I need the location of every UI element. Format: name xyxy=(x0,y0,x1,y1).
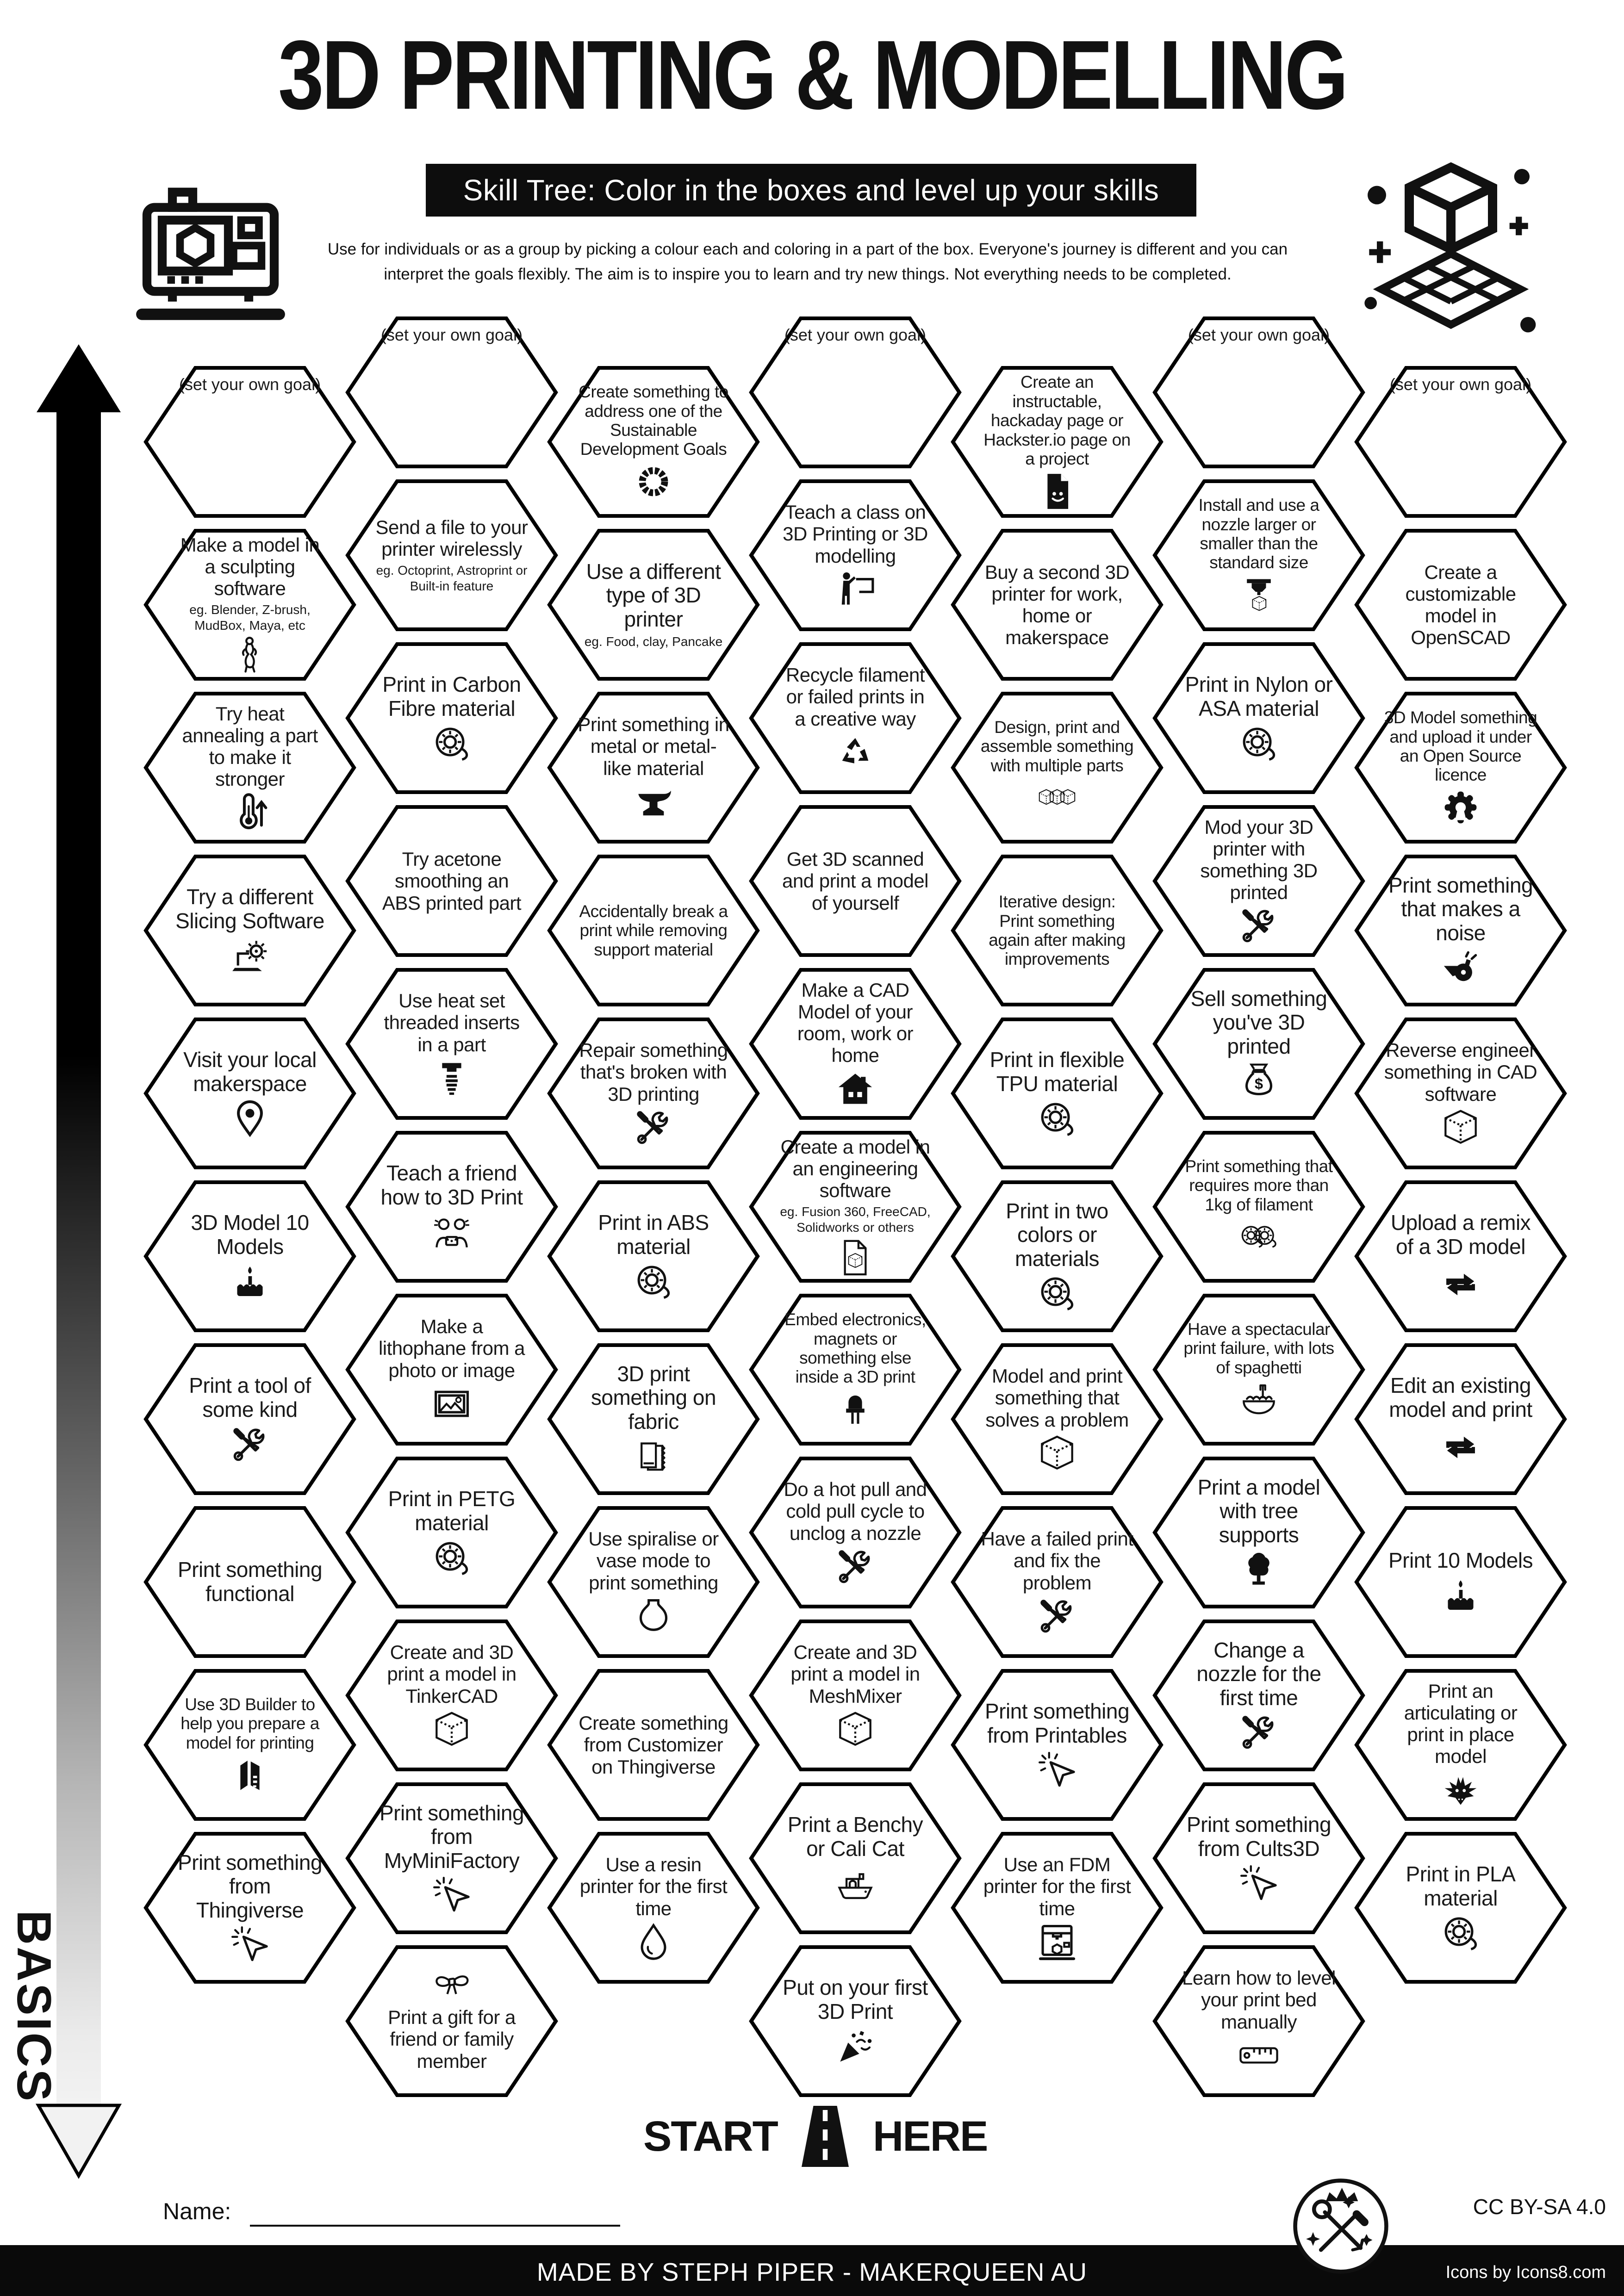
hex-label: Print something from Cults3D xyxy=(1186,1812,1332,1861)
hex-label: Install and use a nozzle larger or smaller than the standard size xyxy=(1198,496,1319,572)
spool-icon xyxy=(432,724,472,763)
remix-icon xyxy=(1441,1262,1481,1302)
builder-icon xyxy=(230,1755,270,1795)
hex-label: Learn how to level your print bed manually xyxy=(1182,1967,1336,2033)
hex-label: Create an instructable, hackaday page or Hackster.io page on a project xyxy=(983,372,1131,469)
instr-icon xyxy=(1037,472,1077,511)
hex-cell-B3[interactable] xyxy=(345,642,558,794)
hex-label: 3D Model 10 Models xyxy=(191,1210,309,1259)
hex-label: Print something that makes a noise xyxy=(1388,873,1533,945)
spool-icon xyxy=(432,1538,472,1578)
hex-cell-D1[interactable] xyxy=(749,316,962,469)
hex-cell-C4[interactable] xyxy=(547,854,760,1007)
hex-cell-A9[interactable] xyxy=(143,1669,356,1821)
hex-cell-E5[interactable] xyxy=(951,1017,1164,1170)
litho-icon xyxy=(432,1384,472,1424)
hex-cell-C3[interactable] xyxy=(547,691,760,844)
hex-label: Use a resin printer for the first time xyxy=(579,1854,728,1919)
hex-cell-B6[interactable] xyxy=(345,1130,558,1283)
page-title: 3D PRINTING & MODELLING xyxy=(278,20,1346,130)
hex-cell-B8[interactable] xyxy=(345,1456,558,1609)
hex-cell-B5[interactable] xyxy=(345,968,558,1120)
statue-icon xyxy=(230,636,270,676)
hex-cell-D4[interactable] xyxy=(749,805,962,957)
fdm-icon xyxy=(1037,1922,1077,1962)
hex-label: Try acetone smoothing an ABS printed part xyxy=(382,848,522,914)
party-icon xyxy=(835,2027,875,2066)
pin-icon xyxy=(230,1099,270,1139)
hex-cell-G9[interactable] xyxy=(1354,1669,1567,1821)
hex-cell-E7[interactable] xyxy=(951,1343,1164,1496)
hex-cell-D8[interactable] xyxy=(749,1456,962,1609)
hex-cell-G2[interactable] xyxy=(1354,528,1567,681)
hex-label: Print in PLA material xyxy=(1406,1862,1516,1910)
teacher-icon xyxy=(835,570,875,609)
hex-cell-C5[interactable] xyxy=(547,1017,760,1170)
arrow-head-down xyxy=(35,2103,123,2179)
skill-axis-arrow xyxy=(56,411,101,2104)
recycle-icon xyxy=(835,732,875,772)
hex-label: Sell something you've 3D printed xyxy=(1190,986,1327,1058)
cursor-icon xyxy=(230,1925,270,1965)
hex-label: Print in flexible TPU material xyxy=(989,1048,1125,1096)
hex-label: Print in PETG material xyxy=(388,1487,516,1535)
hex-label: Try heat annealing a part to make it stronger xyxy=(182,702,318,790)
hex-cell-F3[interactable] xyxy=(1152,642,1365,794)
hex-label: Mod your 3D printer with something 3D printed xyxy=(1200,816,1318,904)
hex-label: Print something from MyMiniFactory xyxy=(379,1800,524,1873)
hex-label: Print an articulating or print in place model xyxy=(1404,1680,1518,1768)
spag-icon xyxy=(1239,1380,1279,1420)
thermo-icon xyxy=(230,793,270,832)
hex-label: Create a customizable model in OpenSCAD xyxy=(1405,561,1516,649)
tools-icon xyxy=(1037,1596,1077,1636)
hex-cell-E9[interactable] xyxy=(951,1669,1164,1821)
spool-icon xyxy=(1037,1099,1077,1139)
hex-cell-A4[interactable] xyxy=(143,854,356,1007)
hex-cell-C10[interactable] xyxy=(547,1831,760,1984)
hex-cell-F6[interactable] xyxy=(1152,1130,1365,1283)
hex-cell-E10[interactable] xyxy=(951,1831,1164,1984)
made-by-text: MADE BY STEPH PIPER - MAKERQUEEN AU xyxy=(536,2258,1088,2286)
remix-icon xyxy=(1441,1425,1481,1464)
hex-cell-B7[interactable] xyxy=(345,1293,558,1446)
hex-cell-F4[interactable] xyxy=(1152,805,1365,957)
goal-label: (set your own goal) xyxy=(179,375,321,394)
hex-cell-D10[interactable] xyxy=(749,1782,962,1935)
tools-icon xyxy=(1239,906,1279,946)
hex-label: Upload a remix of a 3D model xyxy=(1390,1210,1531,1259)
hex-label: 3D Model something and upload it under an Open Source licence xyxy=(1384,708,1537,785)
friends-icon xyxy=(432,1212,472,1252)
hex-cell-G5[interactable] xyxy=(1354,1017,1567,1170)
hex-label: Print in Nylon or ASA material xyxy=(1185,672,1333,720)
spool-icon xyxy=(1239,724,1279,763)
spool-icon xyxy=(1037,1273,1077,1313)
subtitle-text: Skill Tree: Color in the boxes and level up your skills xyxy=(463,174,1159,207)
hex-cell-E4[interactable] xyxy=(951,854,1164,1007)
hex-label: Print a model with tree supports xyxy=(1197,1475,1320,1547)
hex-label: 3D print something on fabric xyxy=(591,1361,716,1433)
hex-label: Teach a class on 3D Printing or 3D modelling xyxy=(783,501,928,567)
hex-label: Create and 3D print a model in MeshMixer xyxy=(790,1641,920,1707)
nozzle-icon xyxy=(1239,575,1279,615)
hex-label: Make a model in a sculpting software xyxy=(180,534,320,599)
description-text: Use for individuals or as a group by picking a colour each and coloring in a part of the box. Everyone's journey is different and you can interpret the goals flexibly. The aim is to inspire you to learn and try new things. Not everything needs to be completed. xyxy=(327,240,1288,284)
road-icon xyxy=(790,2100,860,2173)
hex-cell-E2[interactable] xyxy=(951,528,1164,681)
hex-label: Visit your local makerspace xyxy=(183,1048,317,1096)
hex-cell-B9[interactable] xyxy=(345,1619,558,1772)
goal-label: (set your own goal) xyxy=(1389,375,1532,394)
spool-icon xyxy=(634,1262,673,1302)
hex-cell-A3[interactable] xyxy=(143,691,356,844)
hex-cell-F1[interactable] xyxy=(1152,316,1365,469)
hex-label: Do a hot pull and cold pull cycle to unclog a nozzle xyxy=(784,1478,927,1544)
hex-label: Iterative design: Print something again after making improvements xyxy=(989,892,1126,969)
hex-label: Send a file to your printer wirelessly xyxy=(375,516,528,560)
hex-label: Print something functional xyxy=(177,1558,323,1606)
name-input-line[interactable] xyxy=(250,2225,620,2227)
hex-cell-F11[interactable] xyxy=(1152,1945,1365,2097)
hex-cell-A5[interactable] xyxy=(143,1017,356,1170)
hex-cell-F2[interactable] xyxy=(1152,479,1365,632)
hex-cell-F5[interactable] xyxy=(1152,968,1365,1120)
spool-icon xyxy=(1441,1913,1481,1953)
hex-cell-A8[interactable] xyxy=(143,1506,356,1658)
tools-icon xyxy=(835,1547,875,1587)
hex-cell-C6[interactable] xyxy=(547,1180,760,1333)
hex-label: Print something from Thingiverse xyxy=(177,1850,323,1922)
hex-label: Print in Carbon Fibre material xyxy=(382,672,521,720)
hex-label: Use spiralise or vase mode to print something xyxy=(588,1528,719,1594)
hex-cell-G3[interactable] xyxy=(1354,691,1567,844)
hex-label: Create something to address one of the Sustainable Development Goals xyxy=(579,382,728,459)
dragon-icon xyxy=(1441,1770,1481,1810)
hex-cell-A7[interactable] xyxy=(143,1343,356,1496)
cube-icon xyxy=(835,1710,875,1750)
hex-cell-C1[interactable] xyxy=(547,366,760,518)
hex-label: Make a lithophane from a photo or image xyxy=(378,1316,525,1381)
hex-label: Use 3D Builder to help you prepare a model for printing xyxy=(180,1694,319,1752)
hex-label: Print something from Printables xyxy=(984,1699,1130,1747)
start-here xyxy=(643,2100,987,2173)
hex-cell-B1[interactable] xyxy=(345,316,558,469)
makerqueen-logo xyxy=(1291,2177,1390,2276)
cube-grid-icon xyxy=(1358,155,1543,340)
hex-cell-E6[interactable] xyxy=(951,1180,1164,1333)
subtitle-banner xyxy=(426,164,1196,217)
hex-label: Change a nozzle for the first time xyxy=(1196,1638,1321,1710)
hex-cell-G7[interactable] xyxy=(1354,1343,1567,1496)
hex-label: Reverse engineer something in CAD software xyxy=(1384,1039,1537,1105)
tools-icon xyxy=(634,1108,673,1148)
hex-label: Print 10 Models xyxy=(1388,1548,1533,1573)
hex-cell-B10[interactable] xyxy=(345,1782,558,1935)
license-text: CC BY-SA 4.0 xyxy=(1473,2195,1606,2219)
hex-cell-C7[interactable] xyxy=(547,1343,760,1496)
hex-label: Put on your first 3D Print xyxy=(783,1975,928,2023)
cursor-icon xyxy=(1239,1864,1279,1904)
cake-icon xyxy=(1441,1576,1481,1615)
printer-3d-icon xyxy=(134,176,287,333)
cursor-icon xyxy=(432,1875,472,1915)
goal-label: (set your own goal) xyxy=(1188,325,1330,344)
hex-label: Print something in metal or metal-like material xyxy=(578,714,729,779)
anvil-icon xyxy=(634,782,673,822)
hex-cell-E1[interactable] xyxy=(951,366,1164,518)
hex-cell-B11[interactable] xyxy=(345,1945,558,2097)
sdg-icon xyxy=(634,462,673,502)
bag-icon xyxy=(1239,1061,1279,1101)
engdoc-icon xyxy=(835,1238,875,1278)
hex-label: Create a model in an engineering software xyxy=(780,1136,930,1201)
hex-label: Use a different type of 3D printer xyxy=(586,559,721,631)
hex-cell-D11[interactable] xyxy=(749,1945,962,2097)
spool2-icon xyxy=(1239,1217,1279,1257)
name-label: Name: xyxy=(163,2198,231,2224)
hex-cell-D3[interactable] xyxy=(749,642,962,794)
tools-icon xyxy=(1239,1713,1279,1752)
hex-label: Print a Benchy or Cali Cat xyxy=(787,1812,923,1861)
hex-label: Print in two colors or materials xyxy=(1006,1198,1108,1271)
hex-sublabel: eg. Food, clay, Pancake xyxy=(584,634,723,649)
goal-label: (set your own goal) xyxy=(380,325,523,344)
ossgear-icon xyxy=(1441,788,1481,827)
hex-label: Design, print and assemble something with multiple parts xyxy=(980,717,1134,775)
heatset-icon xyxy=(432,1058,472,1098)
hex-label: Model and print something that solves a problem xyxy=(985,1365,1129,1431)
hex-cell-C9[interactable] xyxy=(547,1669,760,1821)
basics-label: BASICS xyxy=(7,1910,61,2103)
cubes3-icon xyxy=(1037,778,1077,818)
hex-cell-B4[interactable] xyxy=(345,805,558,957)
hex-cell-G10[interactable] xyxy=(1354,1831,1567,1984)
hex-cell-C8[interactable] xyxy=(547,1506,760,1658)
hex-cell-F8[interactable] xyxy=(1152,1456,1365,1609)
hex-label: Buy a second 3D printer for work, home or makerspace xyxy=(984,561,1130,649)
start-label: START xyxy=(643,2112,778,2160)
hex-sublabel: eg. Octoprint, Astroprint or Built-in feature xyxy=(376,563,528,594)
hex-cell-A6[interactable] xyxy=(143,1180,356,1333)
hex-cell-E3[interactable] xyxy=(951,691,1164,844)
house-icon xyxy=(835,1069,875,1109)
hex-cell-G8[interactable] xyxy=(1354,1506,1567,1658)
hex-cell-D9[interactable] xyxy=(749,1619,962,1772)
tree-icon xyxy=(1239,1550,1279,1589)
bow-icon xyxy=(432,1964,472,2004)
hex-cell-D2[interactable] xyxy=(749,479,962,632)
hex-cell-F10[interactable] xyxy=(1152,1782,1365,1935)
ruler-icon xyxy=(1239,2035,1279,2075)
hex-cell-G1[interactable] xyxy=(1354,366,1567,518)
here-label: HERE xyxy=(872,2112,988,2160)
hex-label: Print in ABS material xyxy=(598,1210,709,1259)
droplet-icon xyxy=(634,1922,673,1962)
hex-cell-G6[interactable] xyxy=(1354,1180,1567,1333)
hex-cell-A1[interactable] xyxy=(143,366,356,518)
advanced-label: ADVANCED xyxy=(7,419,61,703)
cube-icon xyxy=(1037,1433,1077,1473)
hex-label: Make a CAD Model of your room, work or home xyxy=(797,979,914,1067)
hex-label: Print a tool of some kind xyxy=(189,1373,311,1421)
hex-label: Have a spectacular print failure, with lots of spaghetti xyxy=(1183,1319,1334,1377)
hex-label: Create and 3D print a model in TinkerCAD xyxy=(387,1641,516,1707)
hex-label: Repair something that's broken with 3D printing xyxy=(579,1039,728,1105)
hex-cell-D7[interactable] xyxy=(749,1293,962,1446)
hex-cell-F9[interactable] xyxy=(1152,1619,1365,1772)
hex-cell-C2[interactable] xyxy=(547,528,760,681)
hex-label: Accidentally break a print while removing support material xyxy=(579,901,728,959)
hex-cell-E8[interactable] xyxy=(951,1506,1164,1658)
hex-cell-D6[interactable] xyxy=(749,1130,962,1283)
hex-cell-F7[interactable] xyxy=(1152,1293,1365,1446)
cube-icon xyxy=(1441,1108,1481,1148)
tools-icon xyxy=(230,1425,270,1464)
lapgear-icon xyxy=(230,936,270,976)
cake-icon xyxy=(230,1262,270,1302)
hex-cell-G4[interactable] xyxy=(1354,854,1567,1007)
cursor-icon xyxy=(1037,1750,1077,1790)
hex-label: Teach a friend how to 3D Print xyxy=(380,1161,523,1209)
hex-cell-A10[interactable] xyxy=(143,1831,356,1984)
hex-label: Print something that requires more than 1kg of filament xyxy=(1185,1156,1333,1214)
hex-label: Recycle filament or failed prints in a creative way xyxy=(785,664,925,730)
hex-label: Get 3D scanned and print a model of yourself xyxy=(782,848,929,914)
cube-icon xyxy=(432,1710,472,1750)
led-icon xyxy=(835,1390,875,1429)
hex-label: Embed electronics, magnets or something else inside a 3D print xyxy=(784,1310,926,1387)
whistle-icon xyxy=(1441,948,1481,987)
hex-label: Print a gift for a friend or family member xyxy=(388,2006,516,2072)
arrow-head-up xyxy=(35,342,123,414)
hex-label: Try a different Slicing Software xyxy=(175,885,324,933)
hex-label: Edit an existing model and print xyxy=(1389,1373,1532,1421)
hex-sublabel: eg. Blender, Z-brush, MudBox, Maya, etc xyxy=(189,602,311,633)
icons-credit-text: Icons by Icons8.com xyxy=(1445,2263,1606,2282)
benchy-icon xyxy=(835,1864,875,1904)
hex-label: Create something from Customizer on Thingiverse xyxy=(579,1712,728,1778)
fabric-icon xyxy=(634,1436,673,1476)
hex-label: Use heat set threaded inserts in a part xyxy=(384,990,520,1055)
hex-cell-B2[interactable] xyxy=(345,479,558,632)
hex-cell-D5[interactable] xyxy=(749,968,962,1120)
vase-icon xyxy=(634,1596,673,1636)
hex-sublabel: eg. Fusion 360, FreeCAD, Solidworks or others xyxy=(780,1204,931,1235)
hex-label: Have a failed print and fix the problem xyxy=(981,1528,1133,1594)
hex-cell-A2[interactable] xyxy=(143,528,356,681)
goal-label: (set your own goal) xyxy=(784,325,927,344)
hex-label: Use an FDM printer for the first time xyxy=(983,1854,1131,1919)
